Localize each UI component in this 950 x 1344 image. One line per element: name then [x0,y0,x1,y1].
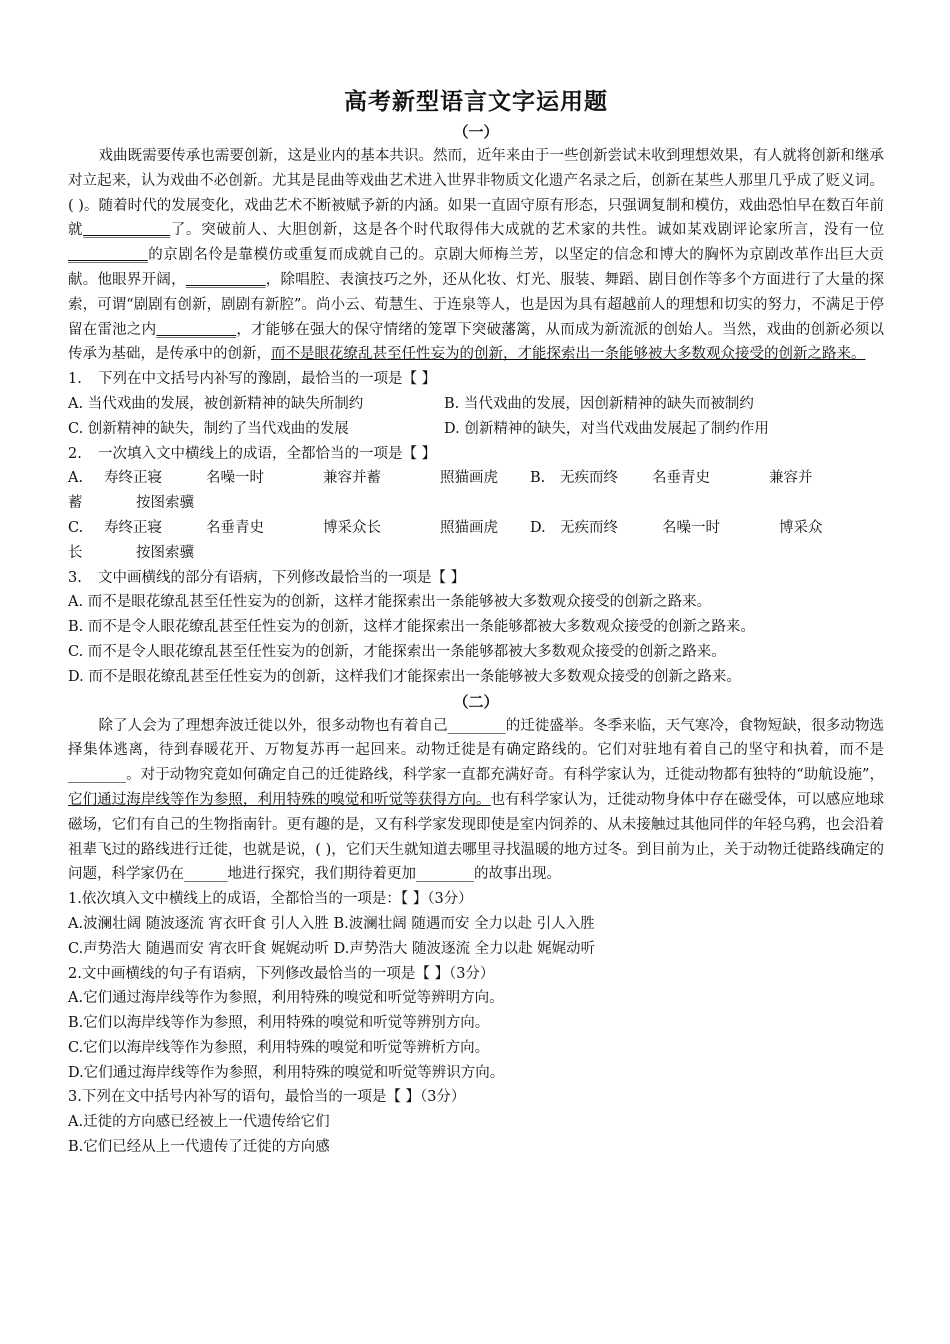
option-row: A. 寿终正寝 名噪一时 兼容并蓄 照猫画虎 B. 无疾而终 名垂青史 兼容并 [68,466,884,491]
blank-2: ___________ [68,247,148,264]
underlined-sentence: 而不是眼花缭乱甚至任性妄为的创新，才能探索出一条能够被大多数观众接受的创新之路来。 [271,346,866,363]
document-page [68,84,884,1160]
passage-text: 的迁徙盛举。冬季来临，天气寒冷，食物短缺，很多动物选择集体逃离，待到春暖花开、万物复苏再一起回来。动物迁徙是有确定路线的。它们对驻地有着自己的坚守和执着，而不是 [68,717,885,759]
option-row: C. 寿终正寝 名垂青史 博采众长 照猫画虎 D. 无疾而终 名噪一时 博采众 [68,516,884,541]
passage-text: ，才能够在强大的保守情绪的笼罩下突破藩篱，从而成为新流派的创始人。当然，戏曲的创新必须以传承为基础，是传承中的创新， [68,321,885,363]
option-row-cd[interactable]: C.声势浩大 随遇而安 宵衣旰食 娓娓动听 D.声势浩大 随波逐流 全力以赴 娓娓动听 [68,940,596,957]
option-b[interactable]: B. 当代戏曲的发展，因创新精神的缺失而被制约 [444,395,754,412]
option-row-ab[interactable]: A.波澜壮阔 随波逐流 宵衣旰食 引人入胜 B.波澜壮阔 随遇而安 全力以赴 引人入胜 [68,915,595,932]
option-a[interactable]: A. [68,470,84,487]
passage-text: 了。突破前人、大胆创新，这是各个时代取得伟大成就的艺术家的共性。诚如某戏剧评论家所言，没有一位 [170,222,884,239]
option-c[interactable]: C. 而不是令人眼花缭乱甚至任性妄为的创新，才能探索出一条能够都被大多数观众接受的创新之路来。 [68,643,726,660]
passage-text: 也有科学家认为，迁徙动物身体中存在磁受体，可以感应地球磁场，它们有自己的生物指南针。更有趣的是，又有科学家发现即使是室内饲养的、从未接触过其他同伴的年轻乌鸦，也会沿着祖辈飞过的路线进行迁徙，也就是说，( )，它们天生就知道去哪里寻找温暖的地方过冬。到目前为止，关于动物迁徙路线确定的问题，科学家仍在 [68,791,884,883]
question-stem: 2. 一次填入文中横线上的成语，全都恰当的一项是【 】 [68,445,437,462]
underlined-sentence: 它们通过海岸线等作为参照，利用特殊的嗅觉和听觉等获得方向。 [68,791,491,808]
option-row [68,417,884,442]
option-d[interactable]: D.它们通过海岸线等作为参照，利用特殊的嗅觉和听觉等辨识方向。 [68,1064,505,1081]
blank-4: ___________ [156,321,237,338]
passage-text: ，除唱腔、表演技巧之外，还从化妆、灯光、服装、舞蹈、剧目创作等多个方面进行了大量的探索，可谓“剧剧有创新，剧剧有新腔”。尚小云、荀慧生、于连泉等人，也是因为具有超越前人的理想和切实的努力，不满足于停留在雷池之内 [68,271,885,338]
passage-text: 除了人会为了理想奔波迁徙以外，很多动物也有着自己 [98,717,448,734]
passage-text: 的京剧名伶是靠模仿或重复而成就自己的。京剧大师梅兰芳，以坚定的信念和博大的胸怀为京剧改革作出巨大贡献。他眼界开阔， [68,247,884,288]
option-a[interactable]: A.它们通过海岸线等作为参照，利用特殊的嗅觉和听觉等辨明方向。 [68,990,504,1007]
blank-3: ___________ [185,271,266,288]
option-c[interactable]: C. 创新精神的缺失，制约了当代戏曲的发展 [68,420,349,437]
s1-question-1 [68,367,884,441]
passage-text: 。对于动物究竟如何确定自己的迁徙路线，科学家一直都充满好奇。有科学家认为，迁徙动物都有独特的“助航设施”， [126,767,884,784]
passage-text: 的故事出现。 [474,866,561,883]
option-a[interactable]: A.迁徙的方向感已经被上一代遗传给它们 [68,1114,330,1131]
blank-1: ____________ [83,222,171,239]
option-b[interactable]: B. [530,470,546,487]
option-d[interactable]: D. 而不是眼花缭乱甚至任性妄为的创新，这样我们才能探索出一条能够被大多数观众接受的创新之路来。 [68,668,741,685]
question-stem: 2.文中画横线的句子有语病，下列修改最恰当的一项是【 】（3分） [68,965,495,982]
option-b[interactable]: B.它们已经从上一代遗传了迁徙的方向感 [68,1139,330,1156]
option-a[interactable]: A. 而不是眼花缭乱甚至任性妄为的创新，这样才能探索出一条能够被大多数观众接受的创新之路来。 [68,594,712,611]
question-stem: 3. 文中画横线的部分有语病，下列修改最恰当的一项是【 】 [68,569,466,586]
option-c[interactable]: C.它们以海岸线等作为参照，利用特殊的嗅觉和听觉等辨析方向。 [68,1039,490,1056]
question-stem: 3.下列在文中括号内补写的语句，最恰当的一项是【 】（3分） [68,1089,466,1106]
s2-question-1 [68,887,884,961]
option-c[interactable]: C. [68,519,84,536]
page-title: 高考新型语言文字运用题 [344,89,608,115]
blank-2: ________ [68,767,126,784]
s2-question-2 [68,962,884,1086]
s2-question-3 [68,1085,884,1159]
s1-question-2 [68,442,884,566]
question-stem: 1. 下列在中文括号内补写的豫剧，最恰当的一项是【 】 [68,371,437,388]
option-d[interactable]: D. 创新精神的缺失，对当代戏曲发展起了制约作用 [444,420,769,437]
blank-4: ________ [416,866,474,883]
option-a[interactable]: A. 当代戏曲的发展，被创新精神的缺失所制约 [68,395,364,412]
option-b[interactable]: B. 而不是令人眼花缭乱甚至任性妄为的创新，这样才能探索出一条能够都被大多数观众接受的创新之路来。 [68,619,755,636]
option-row [68,392,884,417]
option-d[interactable]: D. [530,519,546,536]
section-1-label: （一） [453,123,499,141]
section-2-label: （二） [453,692,499,711]
blank-3: ______ [184,866,228,883]
passage-text: 戏曲既需要传承也需要创新，这是业内的基本共识。然而，近年来由于一些创新尝试未收到理想效果，有人就将创新和继承对立起来，认为戏曲不必创新。尤其是昆曲等戏曲艺术进入世界非物质文化遗产名录之后，创新在某些人那里几乎成了贬义词。( )。随着时代的发展变化，戏曲艺术不断被赋予新的内涵。如果一直固守原有形态，只强调复制和模仿，戏曲恐怕早在数百年前就 [68,148,884,239]
section-1-passage [68,144,884,367]
option-b[interactable]: B.它们以海岸线等作为参照，利用特殊的嗅觉和听觉等辨别方向。 [68,1015,490,1032]
blank-1: ________ [447,717,506,734]
option-row-continued: 蓄 按图索骥 [68,495,194,512]
section-2-passage [68,714,884,888]
option-row-continued: 长 按图索骥 [68,544,194,561]
passage-text: 地进行探究，我们期待着更加 [227,866,416,883]
question-stem: 1.依次填入文中横线上的成语，全都恰当的一项是：【 】（3分） [68,891,473,908]
s1-question-3 [68,566,884,690]
